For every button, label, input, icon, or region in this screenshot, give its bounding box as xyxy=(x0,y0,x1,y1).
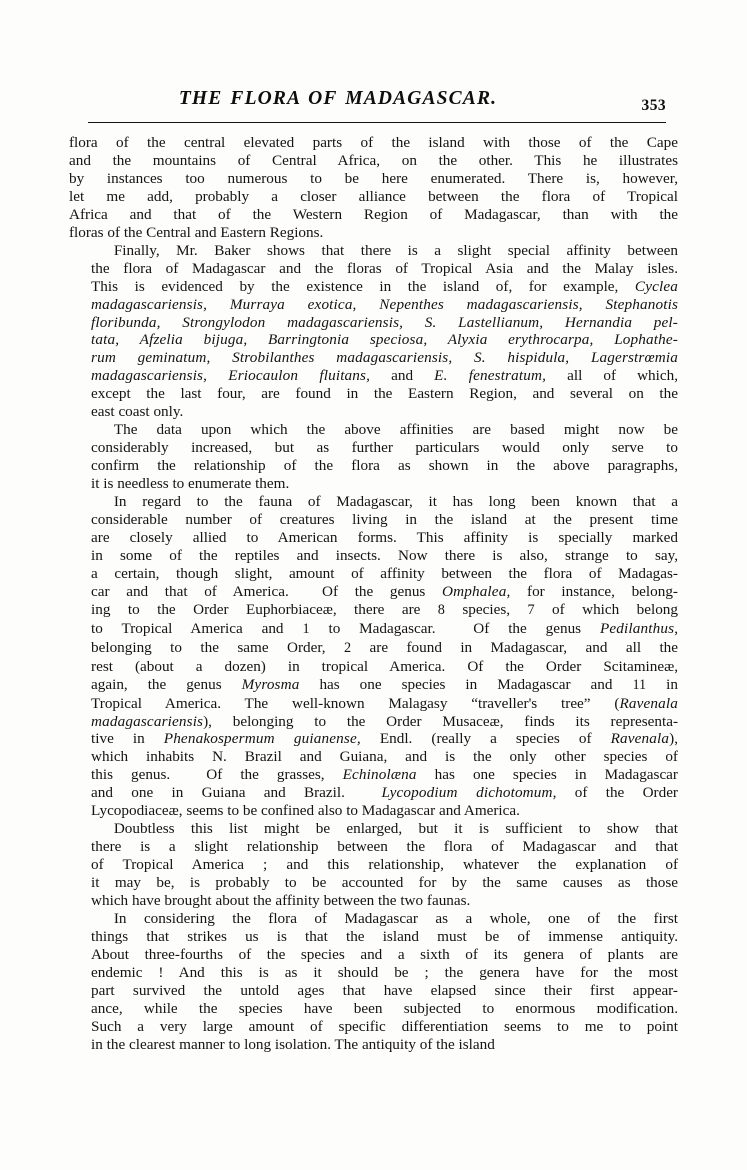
page-title: THE FLORA OF MADAGASCAR. xyxy=(178,88,498,109)
text-line: there is a slight relationship between the flora of Madagascar and that xyxy=(91,838,678,856)
text-line: belonging to the same Order, 2 are found in Madagascar, and all the xyxy=(91,638,678,656)
text-line: again, the genus Myrosma has one species in Madagascar and 11 in xyxy=(91,675,678,693)
species-name: madagascariensis xyxy=(91,712,204,730)
text-line: which have brought about the affinity between the two faunas. xyxy=(91,892,471,910)
text-line: except the last four, are found in the Eastern Region, and several on the xyxy=(91,385,678,403)
text-line: in some of the reptiles and insects. Now there is also, strange to say, xyxy=(91,546,678,564)
text-line: rest (about a dozen) in tropical America. Of the Order Scitamineæ, xyxy=(91,657,678,675)
genus-name: Myrosma xyxy=(241,675,300,693)
text-line: Finally, Mr. Baker shows that there is a slight special affinity between xyxy=(113,241,678,259)
species-name: Lycopodium dichotomum xyxy=(381,784,553,802)
text-line: east coast only. xyxy=(91,403,184,421)
genus-name: Echinolæna xyxy=(342,766,417,784)
text-line: car and that of America. Of the genus Omphalea, for instance, belong- xyxy=(91,582,678,600)
paragraph xyxy=(69,820,678,910)
text-line xyxy=(69,296,678,314)
paragraph xyxy=(69,134,678,242)
page-number: 353 xyxy=(641,97,666,114)
header-rule xyxy=(88,122,666,123)
text-line: In considering the flora of Madagascar as a whole, one of the first xyxy=(113,909,678,927)
body-text xyxy=(69,134,678,1054)
text-line: endemic ! And this is as it should be ; the genera have for the most xyxy=(91,963,678,981)
species-name: E. fenestratum, xyxy=(434,367,547,385)
text-line: In regard to the fauna of Madagascar, it has long been known that a xyxy=(113,493,678,511)
species-name: floribunda, Strongylodon madagascariensis, S. Lastellianum, Hernandia pel- xyxy=(91,313,678,331)
text-line: and one in Guiana and Brazil. Lycopodium dichotomum, of the Order xyxy=(91,784,678,802)
text-line: let me add, probably a closer alliance between the flora of Tropical xyxy=(69,187,678,205)
text-line: are closely allied to American forms. This affinity is specially marked xyxy=(91,528,678,546)
running-head xyxy=(88,88,666,118)
text-line: a certain, though slight, amount of affinity between the flora of Madagas- xyxy=(91,564,678,582)
text-line xyxy=(69,331,678,349)
text-line: The data upon which the above affinities are based might now be xyxy=(113,421,678,439)
text-line: which inhabits N. Brazil and Guiana, and is the only other species of xyxy=(91,748,678,766)
species-name: Cyclea xyxy=(634,277,678,295)
text-line: Tropical America. The well-known Malagasy “traveller's tree” (Ravenala xyxy=(91,694,678,712)
text-line xyxy=(69,349,678,367)
text-line: of Tropical America ; and this relationship, whatever the explanation of xyxy=(91,856,678,874)
text-line: considerably increased, but as further particulars would only serve to xyxy=(91,439,678,457)
genus-name: Pedilanthus xyxy=(599,619,675,637)
text-line: by instances too numerous to be here enumerated. There is, however, xyxy=(69,169,678,187)
text-line: flora of the central elevated parts of the island with those of the Cape xyxy=(69,134,678,151)
text-line: this genus. Of the grasses, Echinolæna has one species in Madagascar xyxy=(91,766,678,784)
text-line: madagascariensis), belonging to the Order Musaceæ, finds its representa- xyxy=(91,712,678,730)
text-line: Such a very large amount of specific differentiation seems to me to point xyxy=(91,1017,678,1035)
text-line: tive in Phenakospermum guianense, Endl. (really a species of Ravenala), xyxy=(91,730,678,748)
text-line: About three-fourths of the species and a sixth of its genera of plants are xyxy=(91,945,678,963)
genus-name: Omphalea, xyxy=(441,582,511,600)
text-line: to Tropical America and 1 to Madagascar. Of the genus Pedilanthus, xyxy=(91,619,678,637)
species-name: madagascariensis, Murraya exotica, Nepenthes madagascariensis, Stephanotis xyxy=(91,295,678,313)
text-line: floras of the Central and Eastern Regions. xyxy=(69,223,324,241)
text-line: the flora of Madagascar and the floras of Tropical Asia and the Malay isles. xyxy=(91,259,678,277)
species-name: madagascariensis, Eriocaulon fluitans, xyxy=(91,367,371,385)
text-line: and the mountains of Central Africa, on the other. This he illustrates xyxy=(69,151,678,169)
species-name: tata, Afzelia bijuga, Barringtonia speciosa, Alyxia erythrocarpa, Lophathe- xyxy=(91,331,678,349)
text-line: in the clearest manner to long isolation. The antiquity of the island xyxy=(91,1035,495,1053)
species-name: Ravenala xyxy=(619,694,678,712)
text-line: considerable number of creatures living in the island at the present time xyxy=(91,511,678,529)
text-line: it is needless to enumerate them. xyxy=(91,475,290,493)
species-name: Phenakospermum guianense, xyxy=(163,730,361,748)
text-line: ing to the Order Euphorbiaceæ, there are 8 species, 7 of which belong xyxy=(91,600,678,618)
species-name: rum geminatum, Strobilanthes madagascariensis, S. hispidula, Lagerstrœmia xyxy=(91,349,678,367)
text-line: Doubtless this list might be enlarged, but it is sufficient to show that xyxy=(113,820,678,838)
text-line: things that strikes us is that the island must be of immense antiquity. xyxy=(91,927,678,945)
text-line: This is evidenced by the existence in the island of, for example, Cyclea xyxy=(91,277,678,295)
text-line: ance, while the species have been subjected to enormous modification. xyxy=(91,999,678,1017)
text-line: it may be, is probably to be accounted for by the same causes as those xyxy=(91,874,678,892)
text-line: madagascariensis, Eriocaulon fluitans, and E. fenestratum, all of which, xyxy=(91,367,678,385)
paragraph xyxy=(69,421,678,493)
paragraph xyxy=(69,910,678,1054)
text-line: confirm the relationship of the flora as shown in the above paragraphs, xyxy=(91,457,678,475)
paragraph xyxy=(69,493,678,820)
text-line xyxy=(69,314,678,332)
paragraph xyxy=(69,242,678,422)
text-line: Lycopodiaceæ, seems to be confined also to Madagascar and America. xyxy=(91,802,520,820)
text-line: Africa and that of the Western Region of Madagascar, than with the xyxy=(69,205,678,223)
text-line: part survived the untold ages that have elapsed since their first appear- xyxy=(91,981,678,999)
species-name: Ravenala xyxy=(610,730,670,748)
